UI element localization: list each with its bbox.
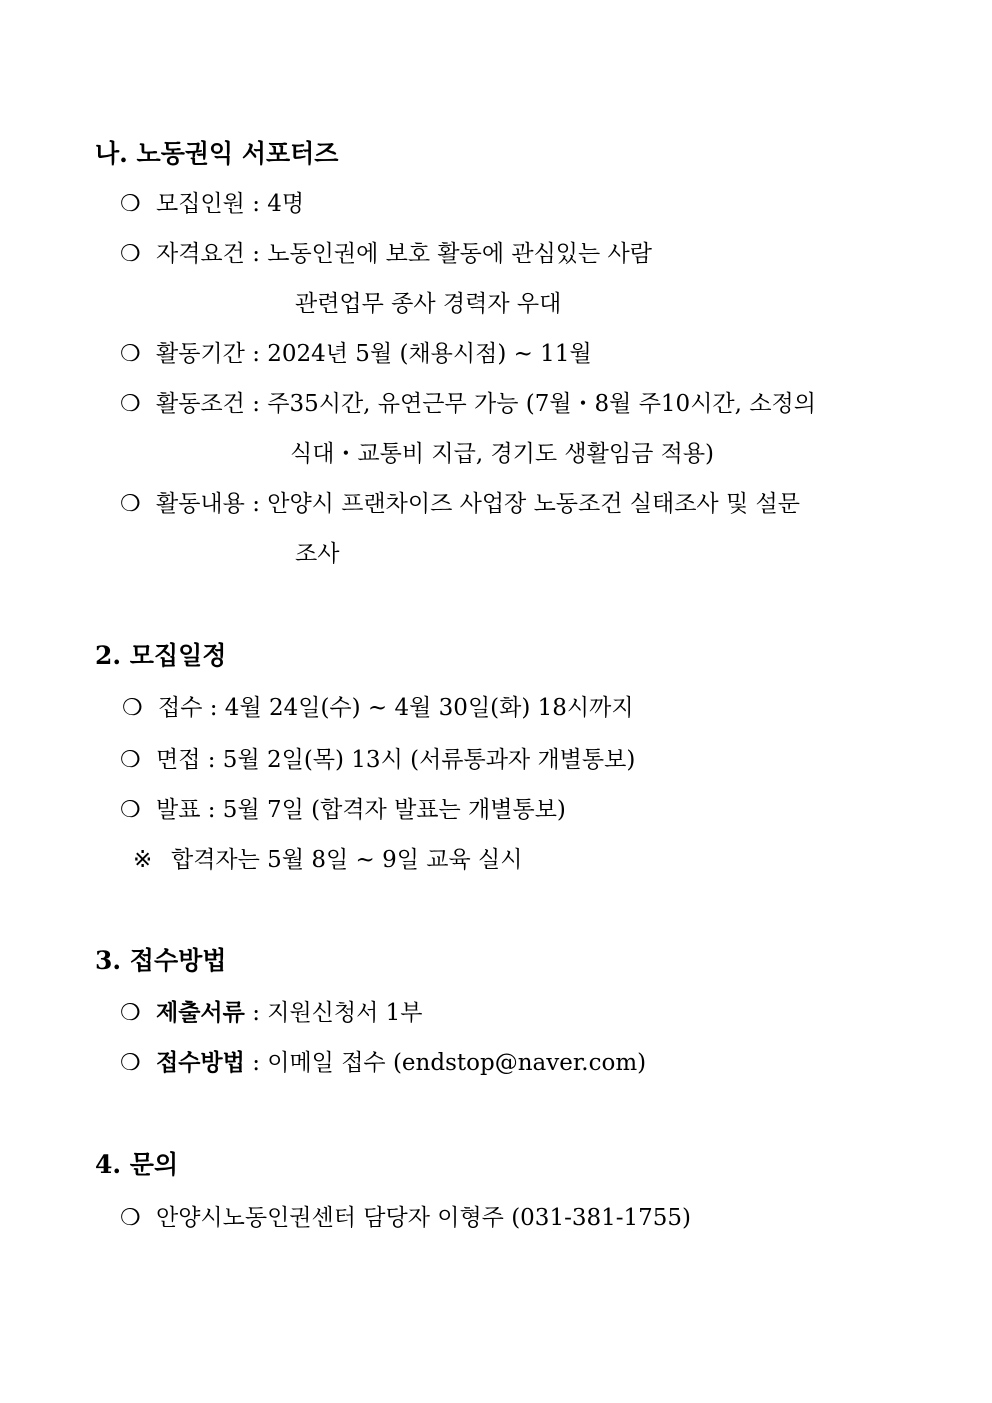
circle-bullet-icon: ❍ [120,747,141,773]
section-title-supporters: 나. 노동권익 서포터즈 [95,139,339,168]
item-continuation: 관련업무 종사 경력자 우대 [295,291,562,317]
item-label: 자격요건 [156,241,245,267]
list-item-activity: ❍ 활동내용 : 안양시 프랜차이즈 사업장 노동조건 실태조사 및 설문 [120,491,800,517]
item-continuation: 조사 [295,541,340,567]
item-label: 모집인원 [156,191,245,217]
item-value: 지원신청서 1부 [267,1000,423,1026]
list-item-conditions: ❍ 활동조건 : 주35시간, 유연근무 가능 (7월・8월 주10시간, 소정의 [120,391,816,417]
list-item-qualification: ❍ 자격요건 : 노동인권에 보호 활동에 관심있는 사람 [120,241,652,267]
list-item-period: ❍ 활동기간 : 2024년 5월 (채용시점) ~ 11월 [120,341,592,367]
circle-bullet-icon: ❍ [120,1050,141,1076]
list-item-interview: ❍ 면접 : 5월 2일(목) 13시 (서류통과자 개별통보) [120,747,636,773]
list-item-documents: ❍ 제출서류 : 지원신청서 1부 [120,999,423,1026]
item-value: 이메일 접수 (endstop@naver.com) [267,1050,647,1076]
circle-bullet-icon: ❍ [120,391,141,417]
reference-mark-icon: ※ [133,847,153,873]
item-value: 주35시간, 유연근무 가능 (7월・8월 주10시간, 소정의 [267,391,816,417]
item-label: 활동조건 [156,391,245,417]
item-label: 접수방법 [156,1049,245,1076]
item-value: 2024년 5월 (채용시점) ~ 11월 [267,341,592,367]
circle-bullet-icon: ❍ [120,191,141,217]
section-title-method: 3. 접수방법 [95,946,227,975]
item-value: 4명 [267,191,305,217]
item-value: 안양시 프랜차이즈 사업장 노동조건 실태조사 및 설문 [267,491,800,517]
item-value: 노동인권에 보호 활동에 관심있는 사람 [267,241,652,267]
list-item-contact: ❍ 안양시노동인권센터 담당자 이형주 (031-381-1755) [120,1205,692,1231]
item-continuation: 식대・교통비 지급, 경기도 생활임금 적용) [290,441,715,467]
circle-bullet-icon: ❍ [120,797,141,823]
circle-bullet-icon: ❍ [120,1205,141,1231]
schedule-note: ※ 합격자는 5월 8일 ~ 9일 교육 실시 [133,847,523,873]
list-item-application: ❍ 접수 : 4월 24일(수) ~ 4월 30일(화) 18시까지 [122,695,634,721]
section-title-schedule: 2. 모집일정 [95,641,227,670]
item-label: 제출서류 [156,999,245,1026]
circle-bullet-icon: ❍ [120,1000,141,1026]
circle-bullet-icon: ❍ [120,341,141,367]
list-item-recruit-count: ❍ 모집인원 : 4명 [120,191,305,217]
circle-bullet-icon: ❍ [120,241,141,267]
section-title-inquiry: 4. 문의 [95,1150,179,1179]
list-item-submission: ❍ 접수방법 : 이메일 접수 (endstop@naver.com) [120,1049,647,1076]
circle-bullet-icon: ❍ [122,695,143,721]
item-label: 활동내용 [156,491,245,517]
circle-bullet-icon: ❍ [120,491,141,517]
item-label: 활동기간 [156,341,245,367]
list-item-announcement: ❍ 발표 : 5월 7일 (합격자 발표는 개별통보) [120,797,566,823]
